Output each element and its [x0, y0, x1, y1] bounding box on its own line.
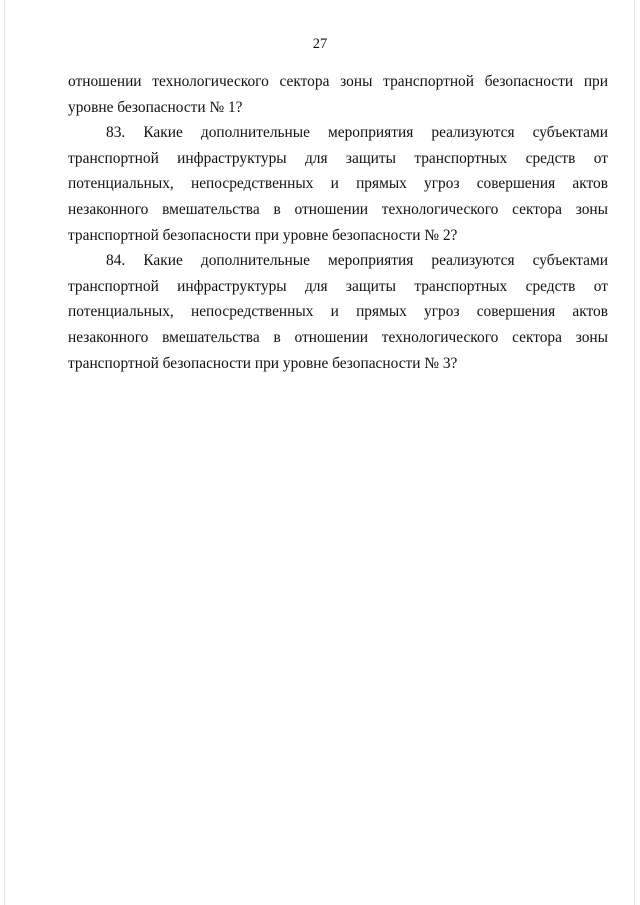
paragraph-question-83: 83. Какие дополнительные мероприятия реализуются субъектами транспортной инфраструктуры для защиты транспортных средств от потенциальных, непосредственных и прямых угроз совершения актов незаконного вмешательства в отношении технологического сектора зоны транспортной безопасности при уровне безопасности № 2?: [68, 124, 608, 244]
page-number: 27: [312, 36, 328, 52]
scan-edge-right: [634, 0, 635, 905]
scan-edge-left: [4, 0, 5, 905]
paragraph-continuation: отношении технологического сектора зоны транспортной безопасности при уровне безопасности № 1?: [68, 73, 608, 116]
document-body: [68, 69, 608, 376]
paragraph-question-84: 84. Какие дополнительные мероприятия реализуются субъектами транспортной инфраструктуры для защиты транспортных средств от потенциальных, непосредственных и прямых угроз совершения актов незаконного вмешательства в отношении технологического сектора зоны транспортной безопасности при уровне безопасности № 3?: [68, 252, 608, 372]
